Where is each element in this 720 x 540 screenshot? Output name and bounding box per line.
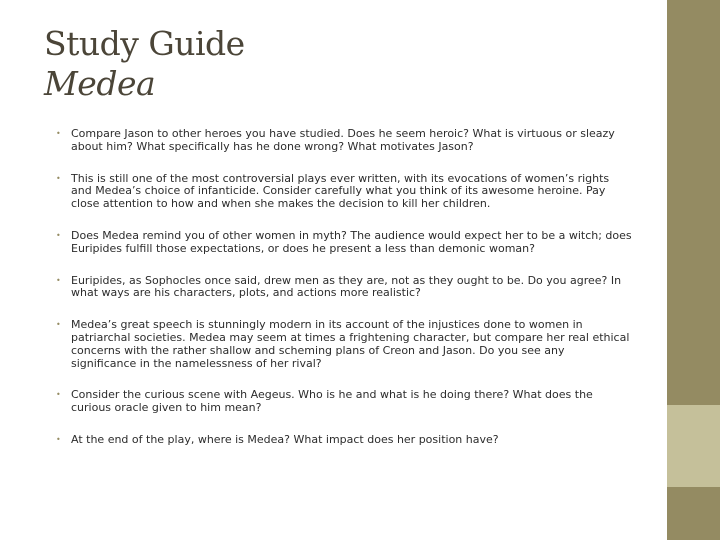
list-item [56, 319, 632, 370]
list-item [56, 275, 632, 301]
slide-title [44, 24, 245, 104]
bullet-icon: • [56, 230, 61, 240]
bullet-text: Compare Jason to other heroes you have studied. Does he seem heroic? What is virtuous or sleazy about him? What specifically has he done wrong? What motivates Jason? [71, 127, 615, 153]
bullet-text: At the end of the play, where is Medea? What impact does her position have? [71, 432, 499, 446]
bullet-text: Consider the curious scene with Aegeus. Who is he and what is he doing there? What does the curious oracle given to him mean? [71, 388, 593, 415]
bullet-icon: • [56, 173, 61, 183]
bullet-text: Euripides, as Sophocles once said, drew men as they are, not as they ought to be. Do you agree? In what ways are his characters, plots, and actions more realistic? [71, 273, 622, 300]
bullet-icon: • [56, 320, 61, 330]
list-item [56, 230, 632, 256]
bullet-icon: • [56, 129, 61, 138]
bullet-icon: • [56, 390, 61, 400]
side-bar-bottom [667, 487, 720, 540]
bullet-list [56, 128, 632, 466]
list-item [56, 389, 632, 415]
side-bar-middle [667, 405, 720, 487]
bullet-text: Does Medea remind you of other women in myth? The audience would expect her to be a witch; does Euripides fulfill those expectations, or does he present a less than demonic woman? [71, 228, 632, 255]
bullet-icon: • [56, 434, 61, 444]
slide-subtitle: Medea [44, 64, 156, 103]
bullet-icon: • [56, 275, 61, 285]
list-item [56, 173, 632, 211]
list-item [56, 128, 632, 154]
list-item [56, 434, 632, 447]
side-bar-top [667, 0, 720, 405]
bullet-text: Medea’s great speech is stunningly modern in its account of the injustices done to women in patriarchal societies. Medea may seem at times a frightening character, but compare her real ethical concerns with the rather shallow and scheming plans of Creon and Jason. Do you see any significance in the namelessness of her rival? [71, 318, 630, 370]
bullet-text: This is still one of the most controversial plays ever written, with its evocations of women’s rights and Medea’s choice of infanticide. Consider carefully what you think of its awesome heroine. Pay close attention to how and when she makes the decision to kill her children. [71, 171, 610, 211]
title-text: Study Guide [44, 24, 245, 63]
